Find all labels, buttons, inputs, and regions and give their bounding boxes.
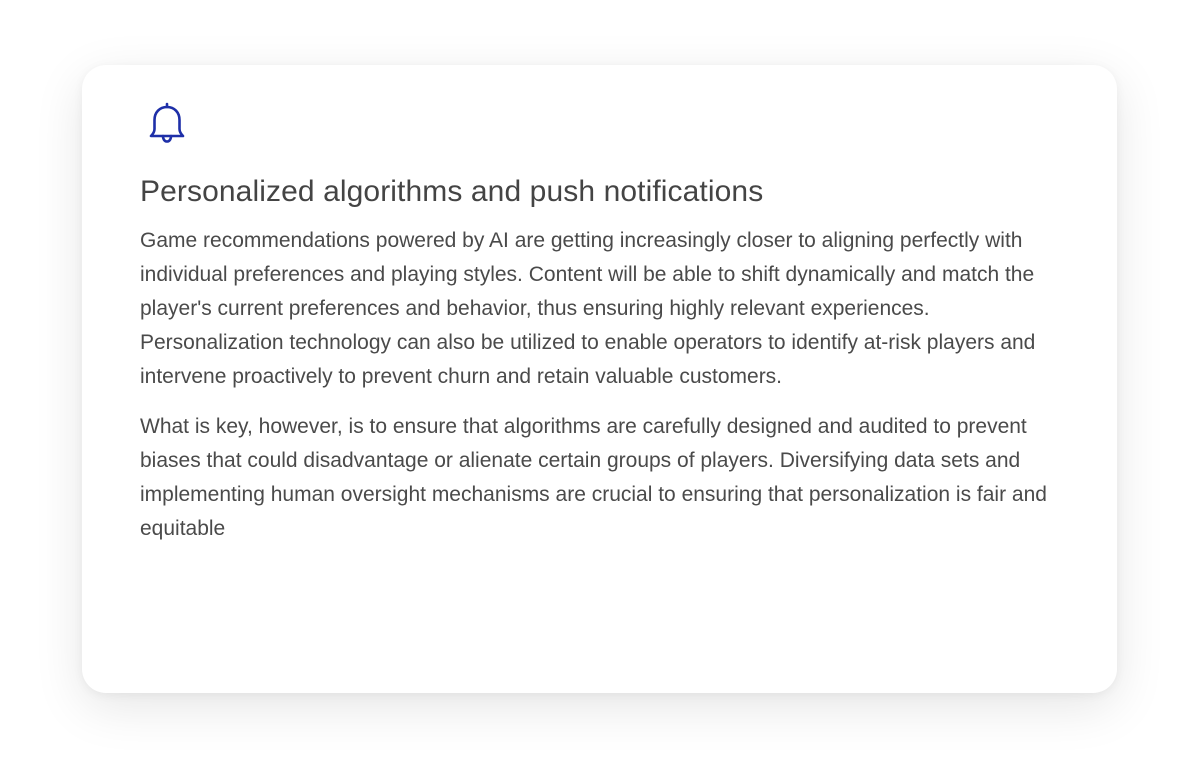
card-paragraph-2: What is key, however, is to ensure that algorithms are carefully designed and audited to prevent biases that could disadvantage or alienate certain groups of players. Diversifying data sets and implementing human oversight mechanisms are crucial to ensuring that personalization is fair and equitable (140, 415, 1047, 540)
card-title: Personalized algorithms and push notifications (140, 175, 764, 208)
bell-icon (143, 100, 191, 148)
feature-card (82, 65, 1117, 693)
card-paragraph-1: Game recommendations powered by AI are getting increasingly closer to aligning perfectly with individual preferences and playing styles. Content will be able to shift dynamically and match the player's current preferences and behavior, thus ensuring highly relevant experiences. Personalization technology can also be utilized to enable operators to identify at-risk players and intervene proactively to prevent churn and retain valuable customers. (140, 229, 1036, 388)
